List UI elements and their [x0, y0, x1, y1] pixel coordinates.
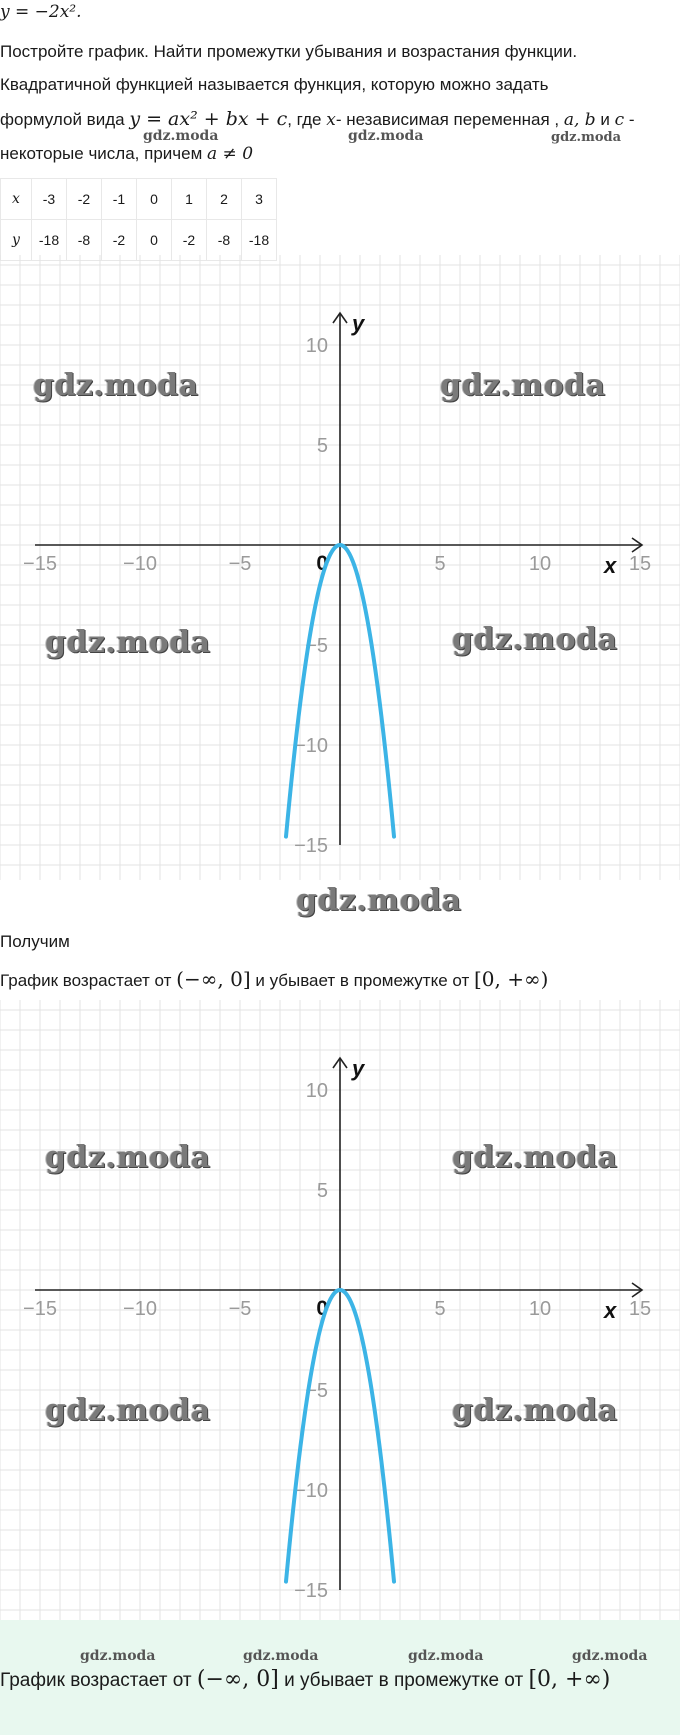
- x-tick-label: 10: [528, 1298, 552, 1320]
- table-cell: 1: [172, 179, 207, 220]
- definition-text: -: [624, 110, 635, 129]
- watermark: gdz.moda: [408, 1648, 484, 1664]
- table-cell: -2: [102, 220, 137, 261]
- result-label: Получим: [0, 932, 70, 951]
- origin-label: 0: [316, 1297, 328, 1320]
- x-tick-label: 10: [528, 553, 552, 575]
- conclusion-text: и убывает в промежутке от: [250, 971, 474, 990]
- x-tick-label: −10: [123, 553, 157, 575]
- table-cell: -3: [32, 179, 67, 220]
- x-tick-label: 15: [628, 1298, 652, 1320]
- x-axis-label: x: [604, 1298, 617, 1323]
- conclusion-text: График возрастает от: [0, 971, 177, 990]
- watermark: gdz.moda: [551, 130, 622, 145]
- table-header-x: x: [1, 179, 32, 220]
- watermark: gdz.moda: [440, 368, 606, 403]
- conclusion-text: График возрастает от: [0, 1670, 197, 1691]
- y-tick-label: −10: [294, 1480, 328, 1502]
- table-cell: -8: [67, 220, 102, 261]
- watermark: gdz.moda: [296, 883, 462, 918]
- conclusion-text-2: [0, 1667, 610, 1692]
- definition-text: некоторые числа, причем: [0, 144, 208, 163]
- table-cell: 0: [137, 220, 172, 261]
- watermark: gdz.moda: [452, 622, 618, 657]
- watermark: gdz.moda: [45, 1140, 211, 1175]
- conclusion-interval-increase: (−∞, 0]: [196, 1667, 279, 1692]
- x-tick-label: 15: [628, 553, 652, 575]
- table-row-x: [1, 179, 277, 220]
- definition-text: , где: [287, 110, 327, 129]
- task-text: Постройте график. Найти промежутки убывания и возрастания функции.: [0, 42, 578, 61]
- watermark: gdz.moda: [348, 128, 424, 144]
- definition-line-3: [0, 144, 253, 164]
- conclusion-interval-decrease: [0, +∞): [473, 967, 549, 991]
- x-axis-label: x: [604, 553, 617, 578]
- parabola-chart-1: [0, 255, 680, 880]
- values-table: [0, 178, 277, 261]
- definition-line-2: [0, 108, 635, 130]
- y-tick-label: 5: [316, 435, 328, 457]
- x-tick-label: 5: [434, 553, 446, 575]
- table-cell: 2: [207, 179, 242, 220]
- watermark: gdz.moda: [572, 1648, 648, 1664]
- definition-line-1: Квадратичной функцией называется функция, которую можно задать: [0, 75, 549, 94]
- table-cell: 0: [137, 179, 172, 220]
- y-axis-label: y: [352, 311, 365, 336]
- definition-condition: a ≠ 0: [207, 144, 254, 164]
- watermark: gdz.moda: [452, 1140, 618, 1175]
- table-cell: -1: [102, 179, 137, 220]
- y-tick-label: 10: [305, 1080, 328, 1102]
- table-cell: -2: [67, 179, 102, 220]
- x-tick-label: −5: [228, 1298, 252, 1320]
- conclusion-interval-decrease: [0, +∞): [528, 1667, 611, 1692]
- x-tick-label: −15: [23, 553, 57, 575]
- watermark: gdz.moda: [243, 1648, 319, 1664]
- table-cell: 3: [242, 179, 277, 220]
- x-tick-label: −5: [228, 553, 252, 575]
- y-tick-label: 10: [305, 335, 328, 357]
- y-tick-label: −15: [294, 835, 328, 857]
- conclusion-text-1: [0, 967, 548, 991]
- y-tick-label: −5: [305, 1380, 328, 1402]
- y-tick-label: 5: [316, 1180, 328, 1202]
- origin-label: 0: [316, 552, 328, 575]
- x-tick-label: −15: [23, 1298, 57, 1320]
- table-cell: -8: [207, 220, 242, 261]
- definition-text: и: [595, 110, 615, 129]
- watermark: gdz.moda: [33, 368, 199, 403]
- table-cell: -18: [242, 220, 277, 261]
- y-tick-label: −10: [294, 735, 328, 757]
- definition-text: формулой вида: [0, 110, 130, 129]
- definition-formula: y = ax² + bx + c: [129, 108, 288, 130]
- x-tick-label: 5: [434, 1298, 446, 1320]
- y-tick-label: −15: [294, 1580, 328, 1602]
- definition-coeff-c: c: [614, 110, 625, 130]
- table-cell: -2: [172, 220, 207, 261]
- conclusion-interval-increase: (−∞, 0]: [176, 967, 251, 991]
- watermark: gdz.moda: [45, 1393, 211, 1428]
- parabola-chart-2: [0, 1000, 680, 1625]
- x-tick-label: −10: [123, 1298, 157, 1320]
- y-axis-label: y: [352, 1056, 365, 1081]
- definition-text: - независимая переменная ,: [335, 110, 564, 129]
- table-header-y: y: [1, 220, 32, 261]
- table-cell: -18: [32, 220, 67, 261]
- watermark: gdz.moda: [45, 625, 211, 660]
- conclusion-text: и убывает в промежутке от: [278, 1670, 529, 1691]
- watermark: gdz.moda: [452, 1393, 618, 1428]
- definition-coeffs: a, b: [563, 110, 596, 130]
- y-tick-label: −5: [305, 635, 328, 657]
- watermark: gdz.moda: [143, 128, 219, 144]
- definition-var-x: x: [326, 110, 336, 130]
- formula: y = −2x².: [0, 2, 82, 22]
- watermark: gdz.moda: [80, 1648, 156, 1664]
